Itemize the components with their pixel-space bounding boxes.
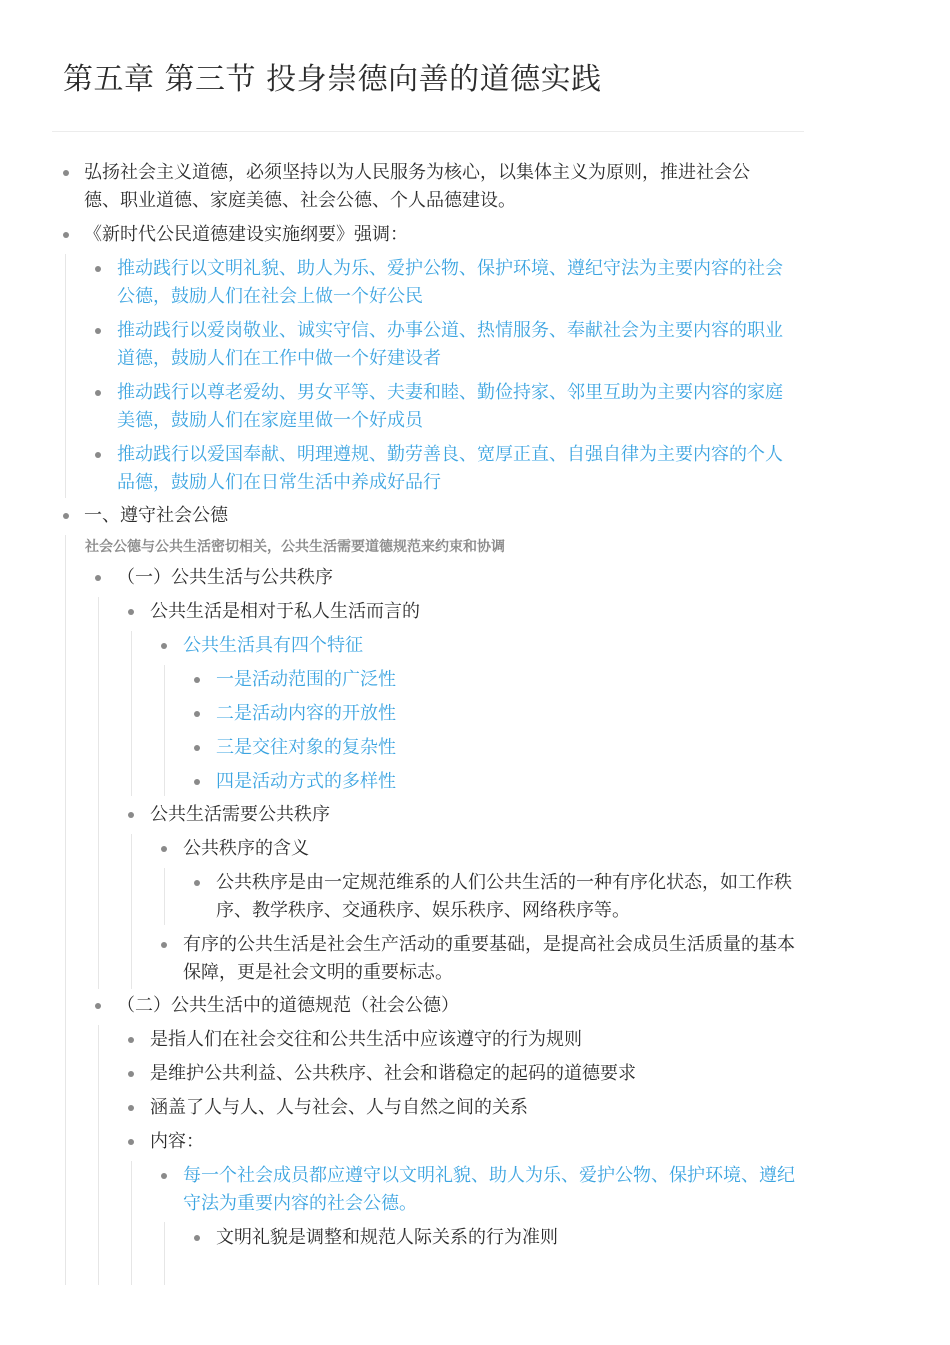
list-item: 推动践行以爱国奉献、明理遵规、勤劳善良、宽厚正直、自强自律为主要内容的个人品德，鼓励人们在日常生活中养成好品行 bbox=[117, 444, 783, 493]
list-item: 公共秩序的含义 bbox=[183, 838, 309, 859]
list-item: （一）公共生活与公共秩序 bbox=[117, 567, 333, 588]
list-bullet bbox=[128, 1139, 134, 1145]
list-bullet bbox=[95, 328, 101, 334]
list-bullet bbox=[63, 513, 69, 519]
list-item: 有序的公共生活是社会生产活动的重要基础，是提高社会成员生活质量的基本保障，更是社会文明的重要标志。 bbox=[183, 934, 795, 983]
indent-guide bbox=[131, 1161, 132, 1285]
list-item: 是维护公共利益、公共秩序、社会和谐稳定的起码的道德要求 bbox=[150, 1063, 636, 1084]
list-bullet bbox=[95, 452, 101, 458]
indent-guide bbox=[131, 834, 132, 989]
list-item: 公共生活是相对于私人生活而言的 bbox=[150, 601, 420, 622]
list-bullet bbox=[128, 812, 134, 818]
list-bullet bbox=[194, 880, 200, 886]
list-item: 推动践行以尊老爱幼、男女平等、夫妻和睦、勤俭持家、邻里互助为主要内容的家庭美德，鼓励人们在家庭里做一个好成员 bbox=[117, 382, 783, 431]
list-bullet bbox=[161, 643, 167, 649]
list-item: 弘扬社会主义道德，必须坚持以为人民服务为核心，以集体主义为原则，推进社会公德、职业道德、家庭美德、社会公德、个人品德建设。 bbox=[84, 162, 750, 211]
list-item: 推动践行以文明礼貌、助人为乐、爱护公物、保护环境、遵纪守法为主要内容的社会公德，鼓励人们在社会上做一个好公民 bbox=[117, 258, 783, 307]
section-heading: 一、遵守社会公德 bbox=[84, 505, 228, 526]
list-item: 四是活动方式的多样性 bbox=[216, 771, 396, 792]
indent-guide bbox=[65, 254, 66, 498]
list-bullet bbox=[194, 711, 200, 717]
list-item: 涵盖了人与人、人与社会、人与自然之间的关系 bbox=[150, 1097, 528, 1118]
list-item: 是指人们在社会交往和公共生活中应该遵守的行为规则 bbox=[150, 1029, 582, 1050]
indent-guide bbox=[98, 597, 99, 989]
list-bullet bbox=[128, 1037, 134, 1043]
indent-guide bbox=[131, 631, 132, 796]
list-bullet bbox=[63, 170, 69, 176]
list-bullet bbox=[95, 1003, 101, 1009]
list-bullet bbox=[95, 266, 101, 272]
section-note: 社会公德与公共生活密切相关，公共生活需要道德规范来约束和协调 bbox=[85, 539, 505, 555]
list-item: 每一个社会成员都应遵守以文明礼貌、助人为乐、爱护公物、保护环境、遵纪守法为重要内容的社会公德。 bbox=[183, 1165, 795, 1214]
indent-guide bbox=[65, 535, 66, 1285]
list-bullet bbox=[161, 942, 167, 948]
list-item: 一是活动范围的广泛性 bbox=[216, 669, 396, 690]
list-bullet bbox=[95, 390, 101, 396]
list-bullet bbox=[128, 609, 134, 615]
list-bullet bbox=[194, 1235, 200, 1241]
indent-guide bbox=[98, 1025, 99, 1285]
list-item: 《新时代公民道德建设实施纲要》强调： bbox=[84, 224, 408, 245]
list-item: 公共生活需要公共秩序 bbox=[150, 804, 330, 825]
list-item: 公共秩序是由一定规范维系的人们公共生活的一种有序化状态，如工作秩序、教学秩序、交通秩序、娱乐秩序、网络秩序等。 bbox=[216, 872, 792, 921]
list-item: 内容： bbox=[150, 1131, 204, 1152]
list-bullet bbox=[128, 1071, 134, 1077]
list-bullet bbox=[161, 846, 167, 852]
list-item: 推动践行以爱岗敬业、诚实守信、办事公道、热情服务、奉献社会为主要内容的职业道德，鼓励人们在工作中做一个好建设者 bbox=[117, 320, 783, 369]
list-bullet bbox=[194, 779, 200, 785]
indent-guide bbox=[164, 665, 165, 796]
list-bullet bbox=[128, 1105, 134, 1111]
page-title: 第五章 第三节 投身崇德向善的道德实践 bbox=[63, 62, 602, 97]
list-bullet bbox=[63, 232, 69, 238]
indent-guide bbox=[164, 1222, 165, 1285]
list-bullet bbox=[161, 1173, 167, 1179]
list-item: （二）公共生活中的道德规范（社会公德） bbox=[117, 995, 459, 1016]
list-item: 文明礼貌是调整和规范人际关系的行为准则 bbox=[216, 1227, 558, 1248]
list-bullet bbox=[194, 677, 200, 683]
list-item: 三是交往对象的复杂性 bbox=[216, 737, 396, 758]
list-bullet bbox=[194, 745, 200, 751]
list-item: 二是活动内容的开放性 bbox=[216, 703, 396, 724]
list-bullet bbox=[95, 575, 101, 581]
list-item: 公共生活具有四个特征 bbox=[183, 635, 363, 656]
indent-guide bbox=[164, 868, 165, 925]
